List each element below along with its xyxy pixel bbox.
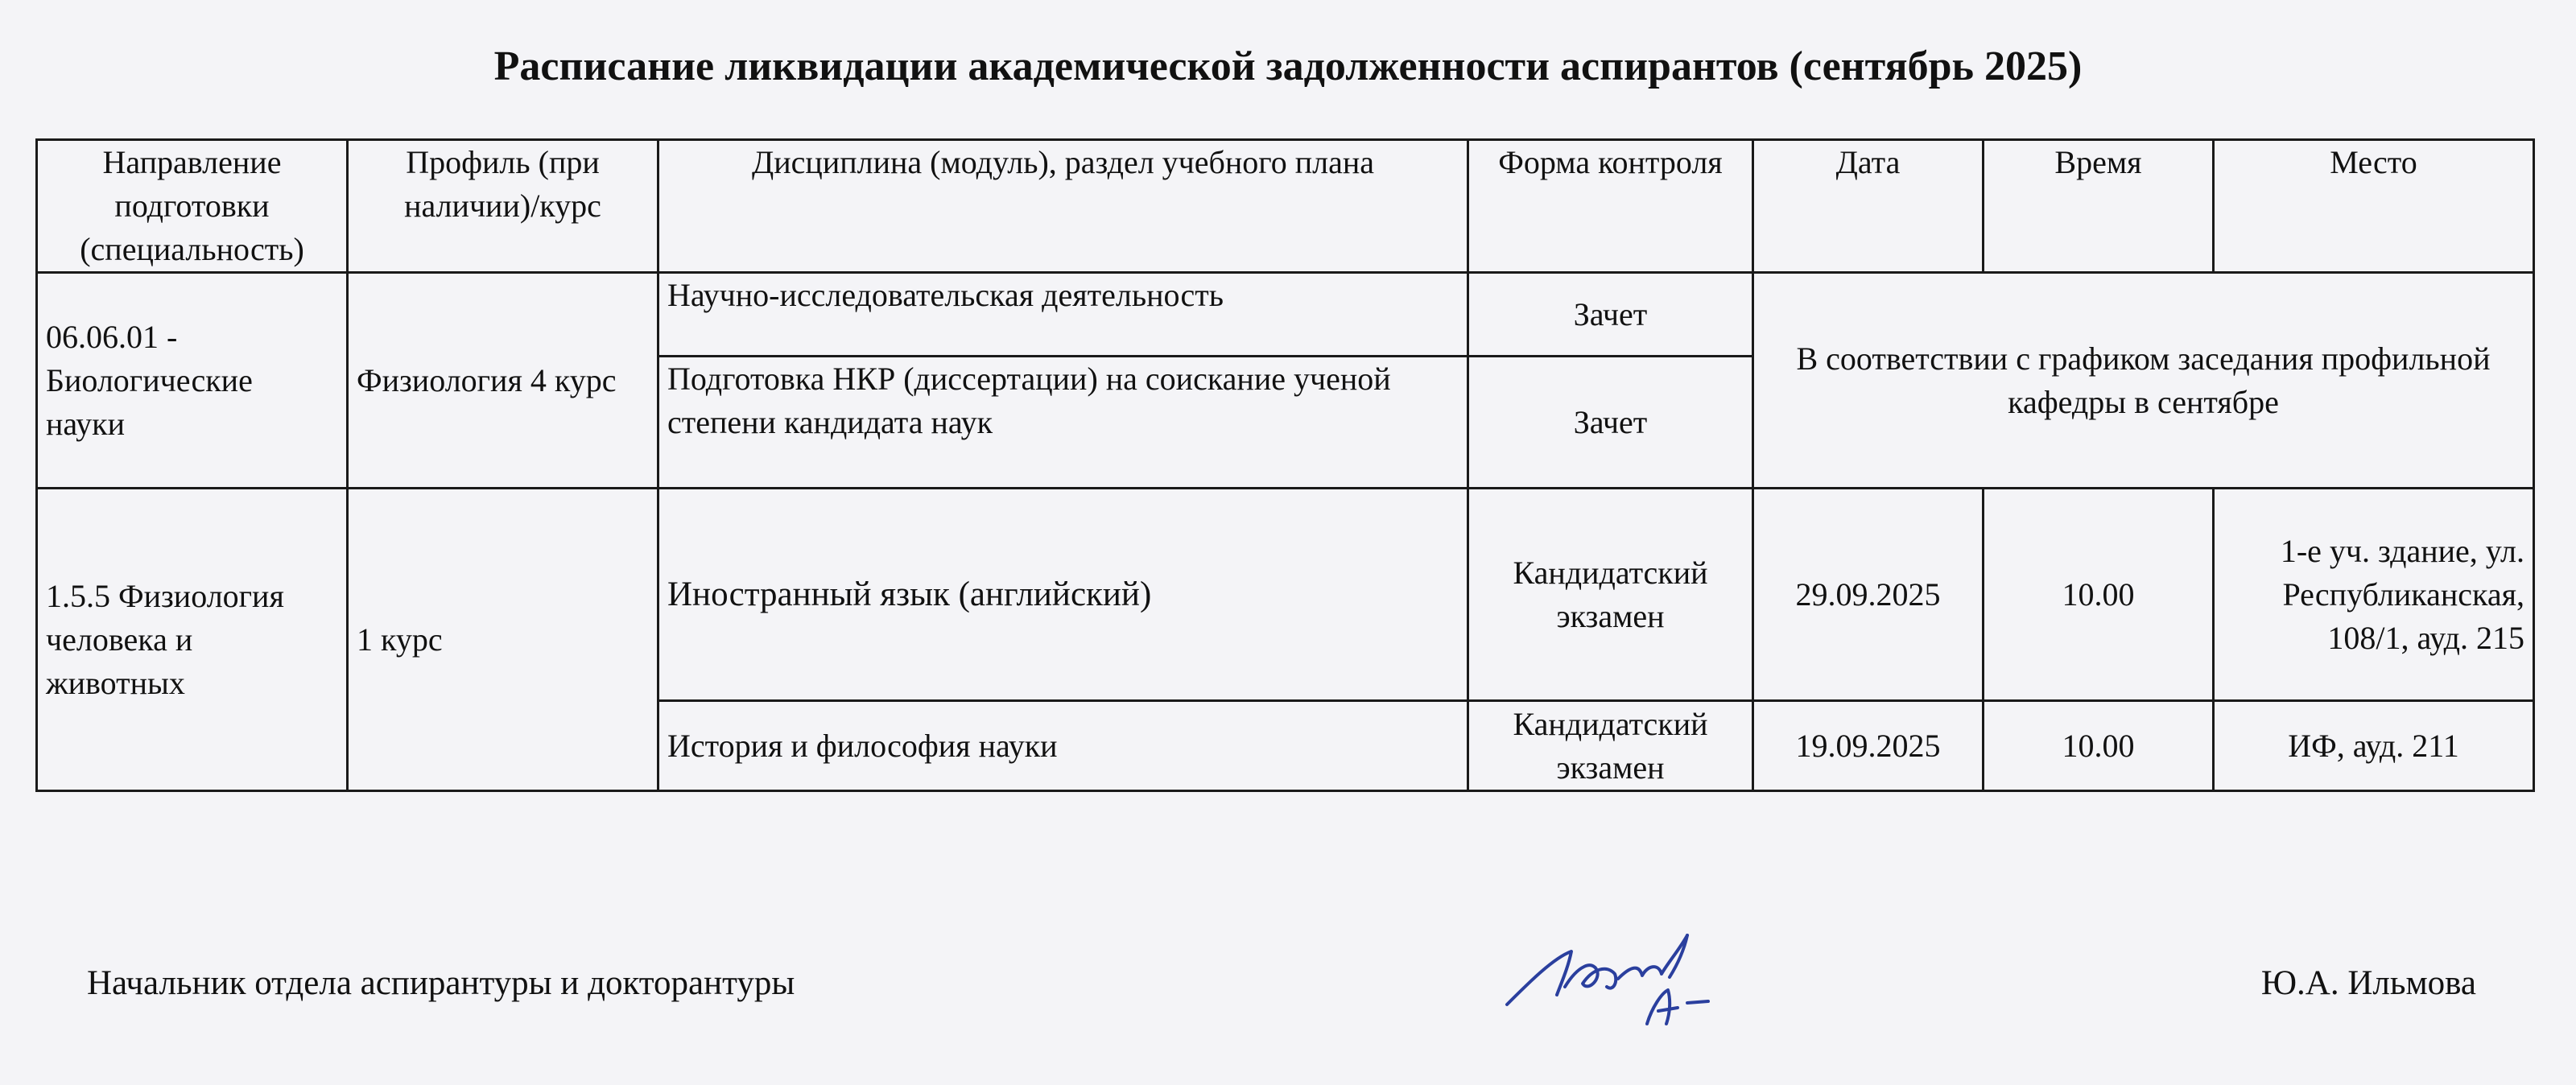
signature-strokes [1507,935,1708,1024]
group1-discipline-2: Подготовка НКР (диссертации) на соискание ученой степени кандидата наук [658,357,1468,489]
group2-discipline-2: История и философия науки [658,701,1468,791]
table-header-row [37,140,2534,273]
group2-date-2: 19.09.2025 [1753,701,1984,791]
group2-form-2: Кандидатский экзамен [1468,701,1753,791]
group2-place-2: ИФ, ауд. 211 [2214,701,2534,791]
page-title: Расписание ликвидации академической задолженности аспирантов (сентябрь 2025) [493,43,2083,89]
header-direction: Направление подготовки (специальность) [37,140,348,273]
table-row [37,489,2534,701]
group2-direction: 1.5.5 Физиология человека и животных [37,489,348,791]
group1-note: В соответствии с графиком заседания профильной кафедры в сентябре [1753,273,2534,489]
header-form: Форма контроля [1468,140,1753,273]
header-time: Время [1984,140,2214,273]
group2-time-1: 10.00 [1984,489,2214,701]
header-place: Место [2214,140,2534,273]
group2-date-1: 29.09.2025 [1753,489,1984,701]
header-discipline: Дисциплина (модуль), раздел учебного плана [658,140,1468,273]
table-row [37,273,2534,357]
group2-profile: 1 курс [348,489,658,791]
group2-time-2: 10.00 [1984,701,2214,791]
header-profile: Профиль (при наличии)/курс [348,140,658,273]
schedule-table [35,138,2535,792]
group1-direction: 06.06.01 - Биологические науки [37,273,348,489]
group1-profile: Физиология 4 курс [348,273,658,489]
group2-place-1: 1-е уч. здание, ул. Республиканская, 108/1, ауд. 215 [2214,489,2534,701]
group1-form-2: Зачет [1468,357,1753,489]
group2-form-1: Кандидатский экзамен [1468,489,1753,701]
header-date: Дата [1753,140,1984,273]
footer-position: Начальник отдела аспирантуры и докторантуры [87,964,795,1002]
group1-form-1: Зачет [1468,273,1753,357]
group2-discipline-1: Иностранный язык (английский) [658,489,1468,701]
signature-image [1497,918,1755,1038]
footer-name: Ю.А. Ильмова [2260,964,2476,1002]
group1-discipline-1: Научно-исследовательская деятельность [658,273,1468,357]
